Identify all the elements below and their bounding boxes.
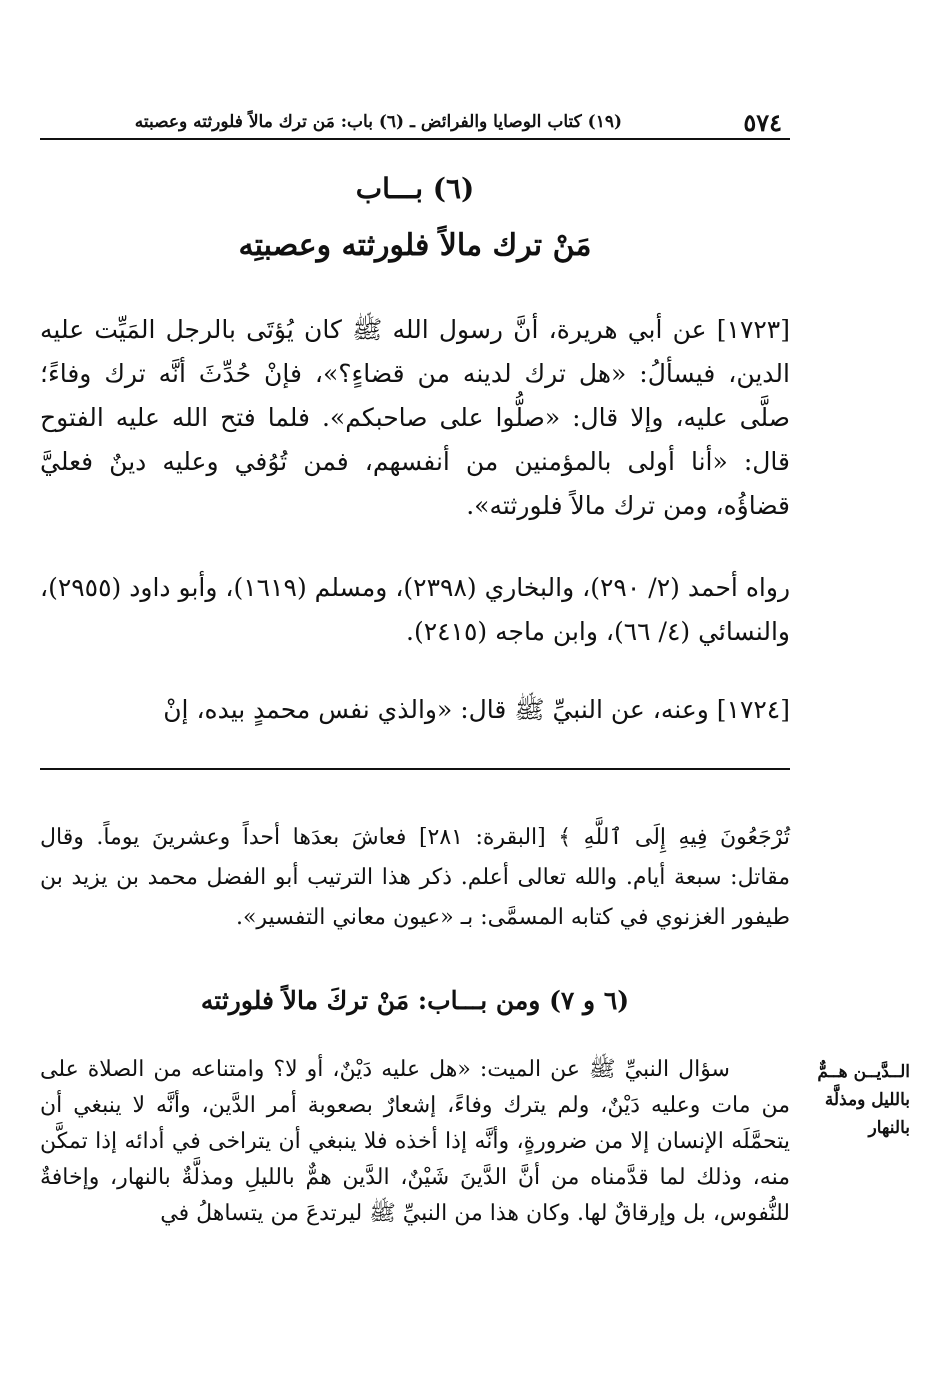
commentary-body: سؤال النبيِّ ﷺ عن الميت: «هل عليه دَيْنٌ، أو لا؟ وامتناعه من الصلاة على من مات وعليه دَيْنٌ، ولم يترك وفاءً، إشعارٌ بصعوبة أمر الدَّين، وأنَّه لا ينبغي أن يتحمَّلَه الإنسان إلا من ضرورةٍ، وأنَّه إذا أخذه فلا ينبغي أن يتراخى في أدائه إذا تمكَّن منه، وذلك لما قدَّمناه من أنَّ الدَّينَ شَيْنٌ، الدَّين همٌّ بالليلِ ومذلَّةٌ بالنهار، وإخافةٌ للنُّفوس، بل وإرقاقٌ لها. وكان هذا من النبيِّ ﷺ ليرتدعَ من يتساهلُ في bbox=[40, 1057, 790, 1226]
footnote: تُرْجَعُونَ فِيهِ إِلَى ٱللَّهِ ﴾ [البقرة: ٢٨١] فعاشَ بعدَها أحداً وعشرينَ يوماً. وقال مقاتل: سبعة أيام. والله تعالى أعلم. ذكر هذا الترتيب أبو الفضل محمد بن يزيد بن طيفور الغزنوي في كتابه المسمَّى: بـ «عيون معاني التفسير». bbox=[40, 825, 790, 930]
commentary-body-wrap bbox=[40, 1052, 790, 1232]
running-title: (١٩) كتاب الوصايا والفرائض ـ (٦) باب: مَن ترك مالاً فلورثته وعصبته bbox=[134, 112, 622, 132]
hadith-1723: [١٧٢٣] عن أبي هريرة، أنَّ رسول الله ﷺ كان يُؤتَى بالرجل المَيِّت عليه الدين، فيسألُ: «هل ترك لدينه من قضاءٍ؟»، فإنْ حُدِّثَ أنَّه ترك وفاءً؛ صلَّى عليه، وإلا قال: «صلُّوا على صاحبكم». فلما فتح الله عليه الفتوح قال: «أنا أولى بالمؤمنين من أنفسهم، فمن تُوُفي وعليه دينٌ فعليَّ قضاؤُه، ومن ترك مالاً فلورثته». bbox=[40, 315, 790, 520]
margin-note: الــدَّيــن هــمٌّ بالليل ومذلَّة بالنهار bbox=[817, 1062, 910, 1138]
chapter-label: (٦) بـــاب bbox=[355, 172, 475, 205]
chapter-title: مَنْ ترك مالاً فلورثته وعصبتِه bbox=[238, 228, 592, 263]
commentary-heading: (٦ و ٧) ومن بـــاب: مَنْ تركَ مالاً فلورثته bbox=[200, 986, 630, 1015]
takhrij-1723: رواه أحمد (٢/ ٢٩٠)، والبخاري (٢٣٩٨)، ومسلم (١٦١٩)، وأبو داود (٢٩٥٥)، والنسائي (٤/ ٦٦)، وابن ماجه (٢٤١٥). bbox=[40, 573, 791, 646]
running-head bbox=[40, 104, 790, 140]
hadith-1724: [١٧٢٤] وعنه، عن النبيِّ ﷺ قال: «والذي نفس محمدٍ بيده، إنْ bbox=[163, 695, 790, 724]
footnote-divider bbox=[40, 768, 790, 770]
page-number: ٥٧٤ bbox=[743, 108, 782, 137]
